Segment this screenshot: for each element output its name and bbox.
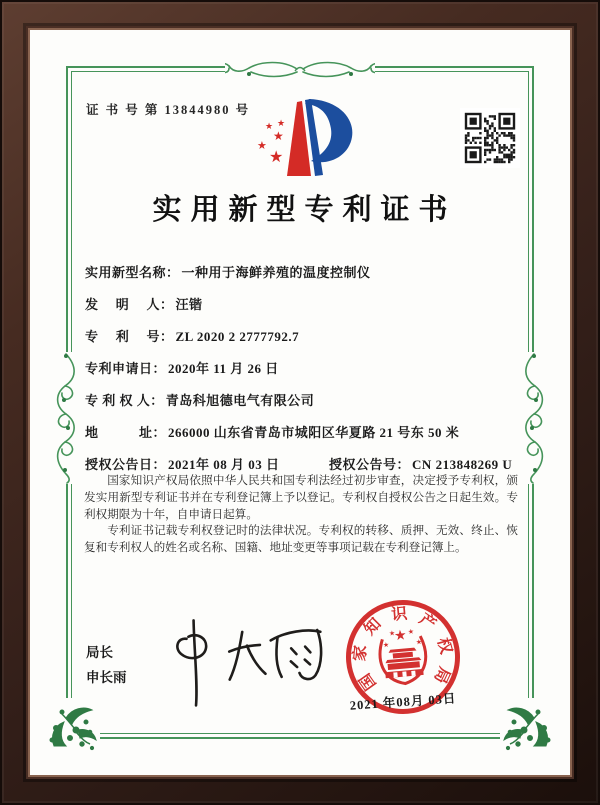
svg-text:★: ★ bbox=[407, 627, 415, 637]
grant-date-value: 2021年 08 月 03 日 bbox=[168, 457, 280, 472]
seal-char: 识 bbox=[390, 605, 409, 624]
field-row-patent-no bbox=[85, 326, 299, 345]
seal-char: 产 bbox=[415, 610, 439, 634]
field-row-inventor bbox=[85, 294, 203, 313]
qr-code bbox=[460, 108, 520, 168]
field-value: ZL 2020 2 2777792.7 bbox=[175, 329, 300, 344]
bottom-left-floral-ornament bbox=[44, 698, 100, 756]
field-label: 地 址： bbox=[85, 425, 167, 440]
svg-text:★: ★ bbox=[388, 629, 396, 638]
legal-paragraph-1: 国家知识产权局依照中华人民共和国专利法经过初步审查，决定授予专利权，颁发实用新型专利证书并在专利登记簿上予以登记。专利权自授权公告之日起生效。专利权期限为十年，自申请日起算。 bbox=[84, 474, 518, 521]
signer-block bbox=[86, 640, 127, 690]
national-emblem-icon bbox=[369, 619, 437, 692]
field-label: 发 明 人： bbox=[85, 297, 174, 312]
field-row-address bbox=[85, 422, 459, 441]
svg-text:★: ★ bbox=[265, 121, 274, 131]
svg-text:★: ★ bbox=[382, 640, 390, 650]
field-row-name bbox=[85, 262, 371, 281]
field-row-filing-date bbox=[85, 358, 279, 377]
svg-text:★: ★ bbox=[273, 129, 284, 143]
field-label: 实用新型名称： bbox=[85, 265, 180, 280]
right-scroll-ornament bbox=[518, 352, 550, 484]
seal-char: 家 bbox=[351, 644, 370, 663]
field-value: 2020年 11 月 26 日 bbox=[168, 361, 279, 376]
certificate-number: 证 书 号 第 13844980 号 bbox=[86, 103, 251, 117]
field-label: 专 利 号： bbox=[85, 329, 174, 344]
signer-title: 局长 bbox=[86, 645, 113, 660]
field-row-patentee bbox=[85, 390, 314, 409]
seal-char: 权 bbox=[433, 636, 455, 656]
left-scroll-ornament bbox=[50, 352, 82, 484]
bottom-right-floral-ornament bbox=[500, 698, 556, 756]
seal-char: 局 bbox=[430, 664, 453, 686]
svg-text:★: ★ bbox=[257, 140, 267, 152]
field-label: 专利申请日： bbox=[85, 361, 167, 376]
svg-text:★: ★ bbox=[277, 118, 286, 128]
legal-text bbox=[84, 473, 518, 557]
cnipa-logo-icon bbox=[235, 96, 365, 184]
seal-char: 国 bbox=[356, 669, 380, 693]
field-value: 266000 山东省青岛市城阳区华夏路 21 号东 50 米 bbox=[168, 425, 460, 440]
field-value: 青岛科旭德电气有限公司 bbox=[165, 393, 315, 408]
field-value: 汪锴 bbox=[175, 297, 203, 312]
legal-paragraph-2: 专利证书记载专利权登记时的法律状况。专利权的转移、质押、无效、终止、恢复和专利权人的姓名或名称、国籍、地址变更等事项记载在专利登记簿上。 bbox=[84, 524, 518, 555]
svg-text:★: ★ bbox=[269, 149, 284, 166]
signer-name: 申长雨 bbox=[86, 670, 127, 685]
seal-char: 知 bbox=[361, 615, 385, 639]
certificate-paper bbox=[30, 30, 570, 775]
grant-date-label: 授权公告日： bbox=[85, 457, 167, 472]
certificate-title: 实用新型专利证书 bbox=[152, 194, 457, 226]
field-label: 专 利 权 人： bbox=[85, 393, 164, 408]
field-row-grant bbox=[85, 454, 512, 473]
top-flourish-ornament bbox=[225, 56, 375, 84]
seal-date: 2021 年08月 03日 bbox=[349, 691, 457, 713]
svg-text:★: ★ bbox=[415, 637, 423, 647]
svg-text:★: ★ bbox=[393, 628, 408, 645]
grant-no-label: 授权公告号： bbox=[329, 457, 411, 472]
grant-no-value: CN 213848269 U bbox=[412, 457, 513, 472]
field-value: 一种用于海鲜养殖的温度控制仪 bbox=[181, 265, 371, 280]
